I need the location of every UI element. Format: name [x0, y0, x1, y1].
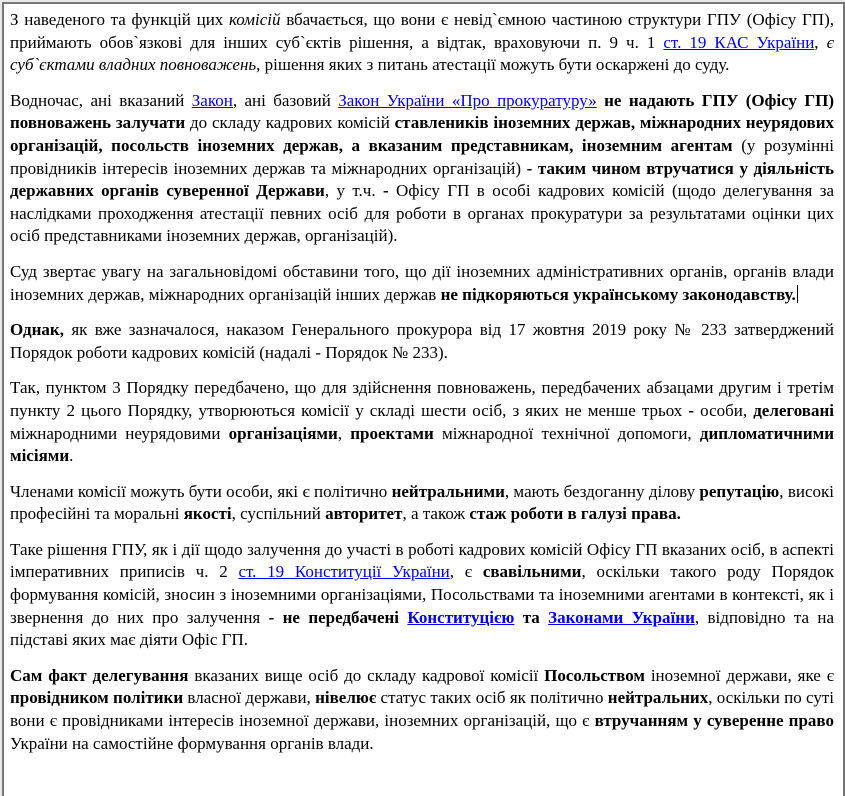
text-run: нейтральних	[607, 688, 709, 708]
legal-reference-link[interactable]: Закон України «Про прокуратуру»	[338, 90, 597, 110]
text-run: не підкоряються українському законодавству.	[440, 284, 796, 304]
text-run: є суб`єктами владних повноважень	[10, 32, 834, 75]
legal-reference-link[interactable]: ст. 19 Конституції України	[238, 562, 450, 582]
text-run: якості	[183, 504, 232, 524]
text-run: -	[688, 400, 695, 420]
text-run: та	[514, 607, 549, 627]
text-run: , високі професійні та моральні	[10, 481, 834, 524]
text-run: провідником політики	[10, 688, 184, 708]
text-run: , ані базовий	[232, 90, 339, 110]
text-run: Членами комісії можуть бути особи, які є політично	[10, 481, 392, 501]
text-run: Сам факт делегування	[10, 665, 189, 685]
text-run: ставлеників іноземних держав, міжнародних неурядових організацій, посольств іноземних держав, а вказаним представникам, іноземним агентам	[10, 113, 835, 155]
text-run: , оскільки такого роду Порядок формування комісій, зносин з іноземними організаціями, Посольствами та іноземними агентами в контексті, як і звернення до них про залучення	[10, 562, 835, 627]
text-run: нівелює	[315, 688, 377, 708]
paragraph	[10, 9, 834, 77]
text-run: авторитет	[325, 504, 403, 524]
text-run: не надають ГПУ (Офісу ГП) повноважень залучати	[10, 90, 835, 133]
text-run: статус таких осіб як політично	[376, 688, 608, 708]
text-run: міжнародними неурядовими	[10, 423, 229, 443]
text-run: Суд звертає увагу на загальновідомі обставини того, що дії іноземних адміністративних органів, органів влади іноземних держав, міжнародних організацій інших держав	[10, 261, 834, 304]
text-run: вказаних вище осіб до складу кадрової комісії	[188, 665, 545, 685]
legal-reference-link[interactable]: ст. 19 КАС України	[663, 32, 815, 52]
text-run: , оскільки по суті вони є провідниками інтересів іноземної держави, іноземних організацій, що є	[10, 688, 834, 731]
text-run: Так, пунктом 3 Порядку передбачено, що для здійснення повноважень, передбачених абзацами другим і третім пункту 2 цього Порядку, утворюються комісії у складі шести осіб, з яких не менше трьох	[10, 378, 834, 420]
text-run: вбачається, що вони є невід`ємною частиною структури ГПУ (Офісу ГП), приймають обов`язкові для інших суб`єктів рішення, а відтак, враховуючи п. 9 ч. 1	[10, 10, 834, 52]
text-run: .	[69, 446, 74, 466]
text-run: комісій	[229, 10, 281, 29]
paragraph	[10, 377, 834, 467]
text-run: Однак,	[10, 320, 64, 340]
text-run: репутацію	[699, 481, 780, 501]
text-run: власної держави,	[183, 688, 316, 708]
text-run: Водночас, ані вказаний	[10, 90, 192, 110]
text-run: , у т.ч.	[324, 181, 383, 201]
text-run: свавільними	[482, 562, 582, 582]
text-run: -	[382, 181, 389, 201]
text-run: делеговані	[753, 400, 834, 420]
text-run: ,	[814, 32, 827, 52]
legal-reference-link[interactable]: Конституцією	[407, 607, 515, 627]
text-run: З наведеного та функцій цих	[10, 10, 229, 29]
text-run: до складу кадрових комісій	[185, 113, 395, 133]
text-run: Офісу ГП в особі кадрових комісій (щодо делегування за наслідками проходження атестації певних осіб для роботи в органах прокуратури за результатами оцінки цих осіб представниками іноземних держав, організацій).	[10, 181, 835, 246]
text-run: , відповідно та на підставі яких має діяти Офіс ГП.	[10, 607, 835, 650]
text-cursor-icon	[797, 285, 799, 303]
text-run: як вже зазначалося, наказом Генерального прокурора від 17 жовтня 2019 року № 233 затверджений Порядок роботи кадрових комісій (надалі - Порядок № 233).	[10, 320, 834, 362]
text-run: іноземної держави, яке є	[644, 665, 834, 685]
text-run: , рішення яких з питань атестації можуть бути оскаржені до суду.	[256, 55, 730, 75]
document-editor[interactable]	[2, 2, 845, 796]
text-run: особи,	[694, 400, 754, 420]
document-content	[10, 9, 834, 755]
text-run: втручанням у суверенне право	[594, 711, 834, 731]
text-run: - таким чином втручатися у діяльність державних органів суверенної Держави	[10, 158, 834, 201]
text-run: Посольством	[544, 665, 645, 685]
legal-reference-link[interactable]: Законами України	[548, 607, 695, 627]
paragraph	[10, 665, 834, 755]
text-run	[597, 91, 604, 110]
text-run: організаціями	[228, 423, 338, 443]
text-run: (у розумінні провідників інтересів іноземних держав та міжнародних організацій)	[10, 135, 834, 178]
text-run: Таке рішення ГПУ, як і дії щодо залучення до участі в роботі кадрових комісій Офісу ГП вказаних осіб, в аспекті імперативних приписів ч. 2	[10, 539, 834, 582]
paragraph	[10, 319, 834, 364]
text-run: нейтральними	[391, 481, 505, 501]
legal-reference-link[interactable]: Закон	[191, 90, 233, 110]
paragraph	[10, 481, 834, 526]
paragraph	[10, 90, 834, 248]
text-run: - не передбачені	[268, 607, 408, 627]
text-run: стаж роботи в галузі права.	[469, 504, 681, 524]
paragraph	[10, 261, 834, 306]
text-run: міжнародної технічної допомоги,	[433, 423, 700, 443]
text-run: , мають бездоганну ділову	[504, 481, 700, 501]
text-run: , суспільний	[231, 504, 326, 524]
paragraph	[10, 539, 834, 652]
text-run: України на самостійне формування органів влади.	[10, 733, 374, 753]
text-run: , є	[449, 562, 483, 582]
text-run: , а також	[402, 504, 470, 524]
text-run: проектами	[350, 423, 434, 443]
text-run: ,	[337, 423, 351, 443]
text-run: дипломатичними місіями	[10, 423, 834, 466]
